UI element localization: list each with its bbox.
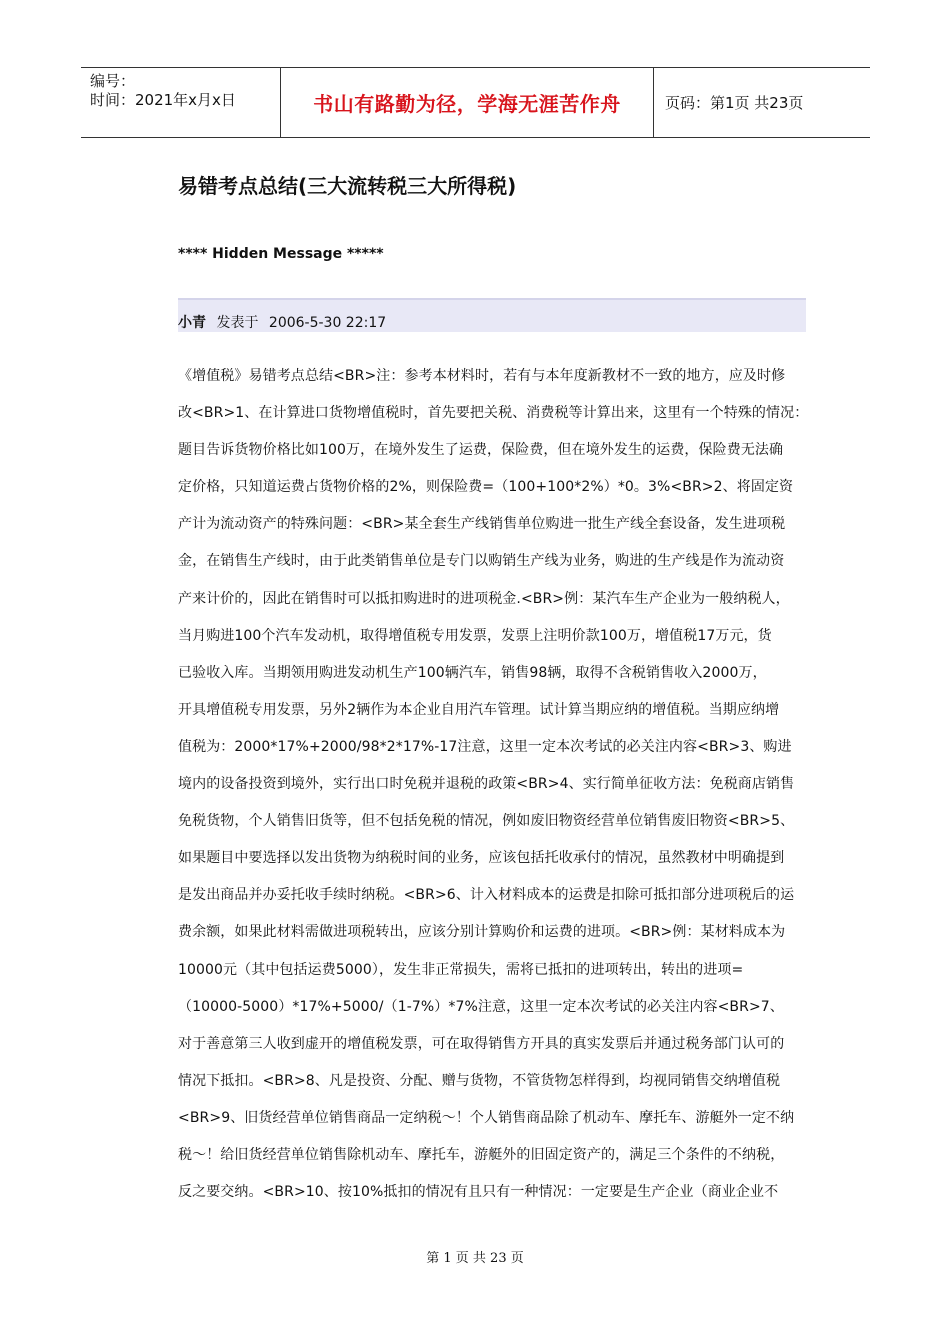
header-motto: 书山有路勤为径，学海无涯苦作舟 [313, 92, 621, 116]
body-line: 产来计价的，因此在销售时可以抵扣购进时的进项税金.<BR>例：某汽车生产企业为一般纳税人， [178, 590, 790, 607]
body-line: 免税货物，个人销售旧货等，但不包括免税的情况，例如废旧物资经营单位销售废旧物资<BR>5、 [178, 813, 795, 830]
post-posted-label: 发表于 [216, 315, 259, 331]
body-line: 开具增值税专用发票，另外2辆作为本企业自用汽车管理。试计算当期应纳的增值税。当期应纳增 [178, 701, 780, 718]
body-line: 金，在销售生产线时，由于此类销售单位是专门以购销生产线为业务，购进的生产线是作为流动资 [178, 553, 785, 570]
body-line: 题目告诉货物价格比如100万，在境外发生了运费，保险费，但在境外发生的运费，保险费无法确 [178, 442, 784, 459]
document-body [178, 362, 810, 1215]
body-line: 值税为：2000*17%+2000/98*2*17%-17注意，这里一定本次考试的必关注内容<BR>3、购进 [178, 738, 792, 755]
body-line: （10000-5000）*17%+5000/（1-7%）*7%注意，这里一定本次考试的必关注内容<BR>7、 [178, 998, 784, 1015]
document-title: 易错考点总结(三大流转税三大所得税) [178, 174, 517, 198]
body-line: 情况下抵扣。<BR>8、凡是投资、分配、赠与货物，不管货物怎样得到，均视同销售交纳增值税 [178, 1072, 781, 1089]
body-line: 反之要交纳。<BR>10、按10%抵扣的情况有且只有一种情况：一定要是生产企业（商业企业不 [178, 1184, 779, 1201]
header-page-info: 页码：第1页 共23页 [665, 94, 804, 112]
body-line: 当月购进100个汽车发动机，取得增值税专用发票，发票上注明价款100万，增值税17万元，货 [178, 627, 772, 644]
header-meta-cell [81, 68, 281, 137]
body-line: 10000元（其中包括运费5000），发生非正常损失，需将已抵扣的进项转出，转出的进项= [178, 961, 744, 978]
post-meta-bar [178, 298, 806, 332]
post-datetime: 2006-5-30 22:17 [268, 315, 387, 331]
body-line: 是发出商品并办妥托收手续时纳税。<BR>6、计入材料成本的运费是扣除可抵扣部分进项税后的运 [178, 887, 795, 904]
body-line: 改<BR>1、在计算进口货物增值税时，首先要把关税、消费税等计算出来，这里有一个特殊的情况： [178, 405, 809, 422]
document-number-label: 编号： [90, 72, 136, 90]
header-page-cell [654, 68, 870, 137]
hidden-message: **** Hidden Message ***** [178, 246, 384, 262]
body-line: 《增值税》易错考点总结<BR>注：参考本材料时，若有与本年度新教材不一致的地方，应及时修 [178, 368, 786, 384]
body-line: 境内的设备投资到境外，实行出口时免税并退税的政策<BR>4、实行简单征收方法：免税商店销售 [178, 776, 795, 793]
body-line: 产计为流动资产的特殊问题：<BR>某全套生产线销售单位购进一批生产线全套设备，发生进项税 [178, 516, 786, 533]
header-motto-cell [281, 68, 654, 137]
body-line: 费余额，如果此材料需做进项税转出，应该分别计算购价和运费的进项。<BR>例：某材料成本为 [178, 924, 786, 941]
body-line: <BR>9、旧货经营单位销售商品一定纳税～！个人销售商品除了机动车、摩托车、游艇外一定不纳 [178, 1109, 795, 1126]
body-line: 已验收入库。当期领用购进发动机生产100辆汽车，销售98辆，取得不含税销售收入2000万， [178, 664, 767, 681]
body-line: 如果题目中要选择以发出货物为纳税时间的业务，应该包括托收承付的情况，虽然教材中明确提到 [178, 850, 785, 867]
body-line: 税～！给旧货经营单位销售除机动车、摩托车，游艇外的旧固定资产的，满足三个条件的不纳税， [178, 1146, 785, 1163]
page-footer: 第 1 页 共 23 页 [426, 1251, 524, 1266]
document-header [81, 67, 870, 138]
document-time-label: 时间：2021年x月x日 [90, 91, 236, 109]
post-author: 小青 [178, 315, 206, 331]
body-line: 定价格，只知道运费占货物价格的2%，则保险费=（100+100*2%）*0。3%<BR>2、将固定资 [178, 479, 794, 496]
body-line: 对于善意第三人收到虚开的增值税发票，可在取得销售方开具的真实发票后并通过税务部门认可的 [178, 1035, 785, 1052]
